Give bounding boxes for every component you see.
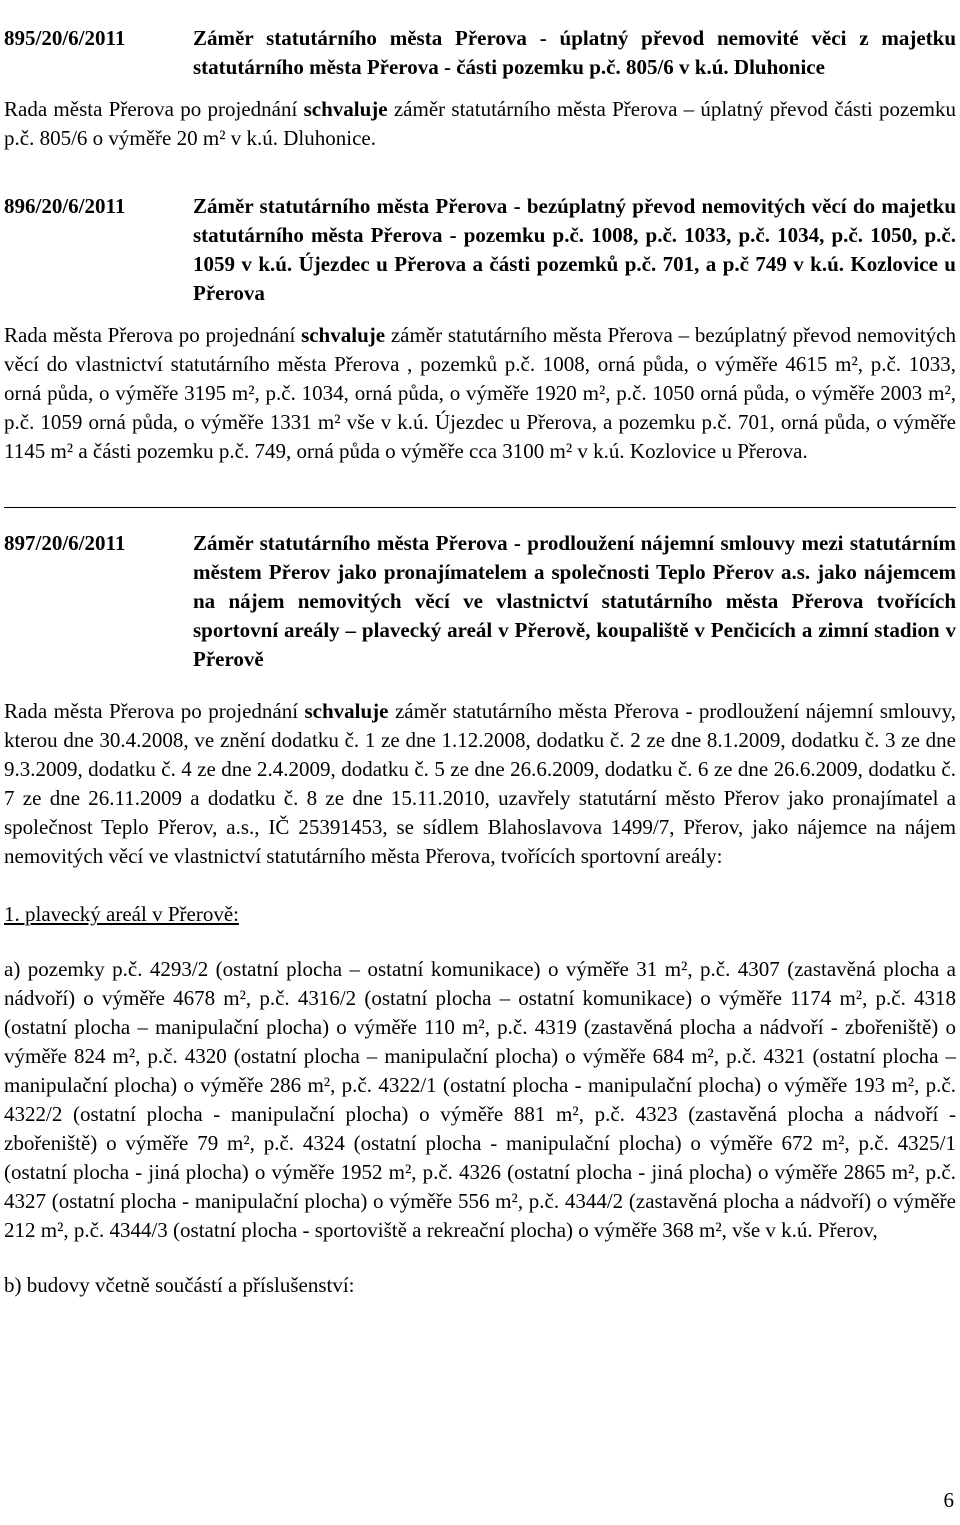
- resolution-number: 896/20/6/2011: [4, 194, 126, 218]
- body-text: záměr statutárního města Přerova – úplatný převod části pozemku p.č. 805/6 o výměře 20 m² v k.ú. Dluhonice.: [4, 97, 956, 150]
- item-a-plots: a) pozemky p.č. 4293/2 (ostatní plocha – ostatní komunikace) o výměře 31 m², p.č. 4307 (zastavěná plocha a nádvoří) o výměře 4678 m², p.č. 4316/2 (ostatní plocha – ostatní komunikace) o výměře 1174 m², p.č. 4318 (ostatní plocha – manipulační plocha) o výměře 110 m², p.č. 4319 (zastavěná plocha a nádvoří - zbořeniště) o výměře 824 m², p.č. 4320 (ostatní plocha – manipulační plocha) o výměře 684 m², p.č. 4321 (ostatní plocha – manipulační plocha) o výměře 286 m², p.č. 4322/1 (ostatní plocha - manipulační plocha) o výměře 193 m², p.č. 4322/2 (ostatní plocha - manipulační plocha) o výměře 881 m², p.č. 4323 (zastavěná plocha a nádvoří - zbořeniště) o výměře 79 m², p.č. 4324 (ostatní plocha - manipulační plocha) o výměře 672 m², p.č. 4325/1 (ostatní plocha - jiná plocha) o výměře 1952 m², p.č. 4326 (ostatní plocha - jiná plocha) o výměře 2865 m², p.č. 4327 (ostatní plocha - manipulační plocha) o výměře 556 m², p.č. 4344/2 (zastavěná plocha a nádvoří) o výměře 212 m², p.č. 4344/3 (ostatní plocha - sportoviště a rekreační plocha) o výměře 368 m², vše v k.ú. Přerov,: [4, 957, 956, 1242]
- item-b-buildings: b) budovy včetně součástí a příslušenství:: [4, 1273, 355, 1297]
- page-number: 6: [943, 1488, 954, 1512]
- resolution-895-header: [4, 24, 956, 82]
- section-heading: [4, 900, 956, 929]
- verb-approves: schvaluje: [301, 323, 386, 347]
- resolution-896-header: [4, 192, 956, 308]
- document-page: [4, 24, 956, 1300]
- section-divider: [4, 507, 956, 508]
- resolution-title: Záměr statutárního města Přerova - bezúplatný převod nemovitých věcí do majetku statutárního města Přerova - pozemku p.č. 1008, p.č. 1033, p.č. 1034, p.č. 1050, p.č. 1059 v k.ú. Újezdec u Přerova a části pozemků p.č. 701, a p.č 749 v k.ú. Kozlovice u Přerova: [193, 194, 956, 305]
- verb-approves: schvaluje: [303, 97, 388, 121]
- resolution-title: Záměr statutárního města Přerova - úplatný převod nemovité věci z majetku statutárního města Přerova - části pozemku p.č. 805/6 v k.ú. Dluhonice: [193, 26, 956, 79]
- resolution-title: Záměr statutárního města Přerova - prodloužení nájemní smlouvy mezi statutárním městem Přerov jako pronajímatelem a společnosti Teplo Přerov a.s. jako nájemcem na nájem nemovitých věcí ve vlastnictví statutárního města Přerova tvořících sportovní areály – plavecký areál v Přerově, koupaliště v Penčicích a zimní stadion v Přerově: [193, 531, 956, 671]
- resolution-number: 897/20/6/2011: [4, 531, 126, 555]
- section-heading-text: 1. plavecký areál v Přerově:: [4, 902, 239, 926]
- resolution-number: 895/20/6/2011: [4, 26, 126, 50]
- resolution-895-body: [4, 95, 956, 153]
- body-text: záměr statutárního města Přerova - prodloužení nájemní smlouvy, kterou dne 30.4.2008, ve znění dodatku č. 1 ze dne 1.12.2008, dodatku č. 2 ze dne 8.1.2009, dodatku č. 3 ze dne 9.3.2009, dodatku č. 4 ze dne 2.4.2009, dodatku č. 5 ze dne 26.6.2009, dodatku č. 6 ze dne 26.6.2009, dodatku č. 7 ze dne 26.11.2009 a dodatku č. 8 ze dne 15.11.2010, uzavřely statutární město Přerov jako pronajímatel a společnost Teplo Přerov, a.s., IČ 25391453, se sídlem Blahoslavova 1499/7, Přerov, jako nájemce na nájem nemovitých věcí ve vlastnictví statutárního města Přerova, tvořících sportovní areály:: [4, 699, 956, 868]
- body-intro: Rada města Přerova po projednání: [4, 323, 302, 347]
- resolution-897-body: [4, 697, 956, 871]
- resolution-896-body: [4, 321, 956, 466]
- body-text: záměr statutárního města Přerova – bezúplatný převod nemovitých věcí do vlastnictví statutárního města Přerova , pozemků p.č. 1008, orná půda, o výměře 4615 m², p.č. 1033, orná půda, o výměře 3195 m², p.č. 1034, orná půda, o výměře 1920 m², p.č. 1050 orná půda, o výměře 2003 m², p.č. 1059 orná půda, o výměře 1331 m² vše v k.ú. Újezdec u Přerova, a pozemku p.č. 701, orná půda, o výměře 1145 m² a části pozemku p.č. 749, orná půda o výměře cca 3100 m² v k.ú. Kozlovice u Přerova.: [4, 323, 956, 463]
- body-intro: Rada města Přerova po projednání: [4, 699, 305, 723]
- resolution-897-header: [4, 529, 956, 674]
- body-intro: Rada města Přerova po projednání: [4, 97, 304, 121]
- verb-approves: schvaluje: [304, 699, 389, 723]
